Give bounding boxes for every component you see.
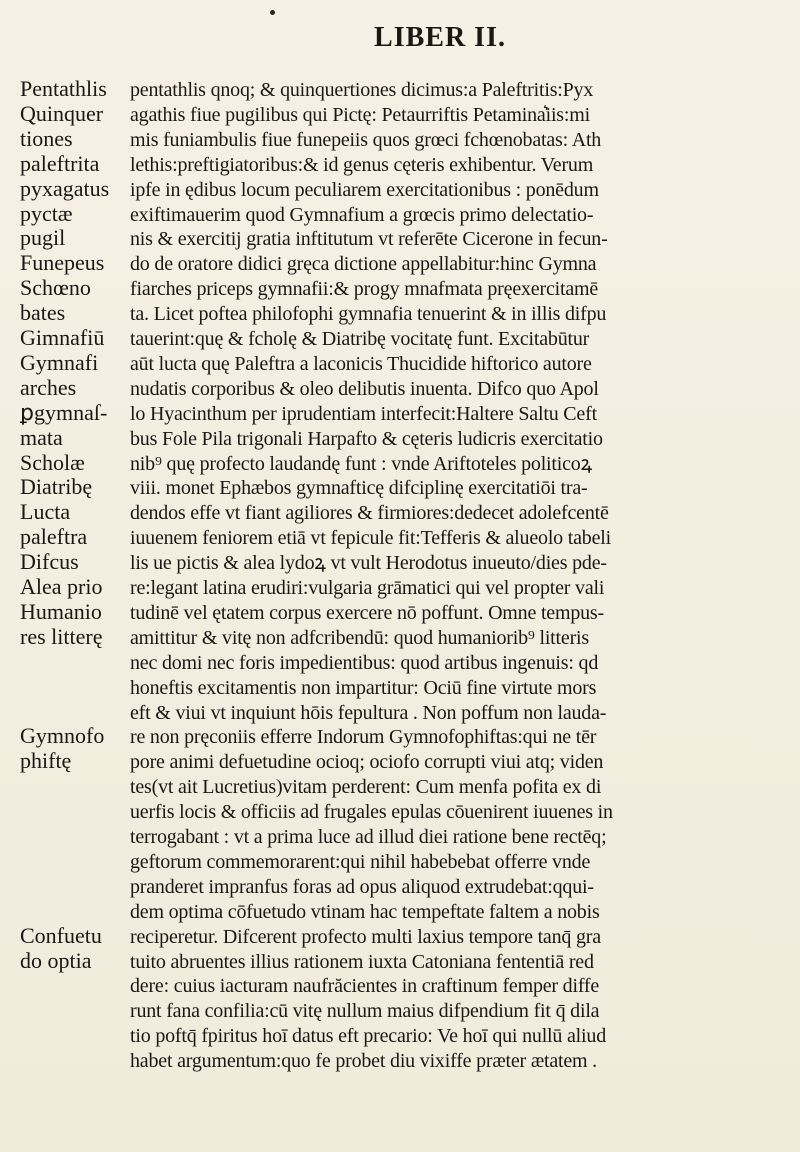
body-line: nudatis corporibus & oleo delibutis inuenta. Difco quo Apol (130, 377, 599, 400)
body-line: nis & exercitij gratia inftitutum vt referēte Cicerone in fecun- (130, 228, 608, 251)
marginal-note: Lucta (20, 499, 71, 525)
marginal-note: Funepeus (20, 250, 105, 276)
marginalia-column (20, 56, 132, 1136)
body-line: geftorum commemorarent:qui nihil habebebat offerre vnde (130, 850, 591, 873)
body-line: dere: cuius iacturam naufrăcientes in craftinum femper diffe (130, 975, 600, 998)
marginal-note: tiones (20, 125, 73, 151)
marginal-note: Pentathlis (20, 76, 107, 101)
marginal-note: paleftra (20, 524, 88, 550)
body-line: amittitur & vitę non adfcribendū: quod humaniorib⁹ litteris (130, 626, 589, 649)
marginal-note: Humanio (20, 598, 102, 624)
body-line: reciperetur. Difcerent profecto multi laxius tempore tanq̄ gra (130, 925, 601, 948)
body-line: aūt lucta quę Paleftra a laconicis Thucidide hiftorico autore (130, 352, 592, 375)
body-line: nec domi nec foris impedientibus: quod artibus ingenuis: qd (130, 651, 599, 674)
body-line: tuito abruentes illius rationem iuxta Catoniana fententiā red (130, 950, 594, 973)
body-line: fiarches priceps gymnafii:& progy mnafmata pręexercitamē (130, 278, 599, 301)
marginal-note: Difcus (20, 549, 79, 575)
body-line: lethis:preftigiatoribus:& id genus cęteris exhibentur. Verum (130, 153, 594, 176)
marginal-note: Diatribę (20, 474, 93, 500)
marginal-note: pugil (20, 225, 66, 251)
body-line: dendos effe vt fiant agiliores & firmiores:dedecet adolefcentē (130, 502, 609, 525)
body-line: habet argumentum:quo fe probet diu vixiffe præter ætatem . (130, 1050, 597, 1073)
marginal-note: mata (20, 424, 63, 450)
running-head: LIBER II. (374, 22, 506, 53)
marginal-note: Schœno (20, 275, 91, 301)
body-line: agathis fiue pugilibus qui Pictę: Petaurriftis Petamina͛iis:mi (130, 103, 590, 126)
body-line: terrogabant : vt a prima luce ad illud diei ratione bene rectēq; (130, 826, 607, 848)
marginal-note: Gymnafi (20, 349, 99, 375)
marginal-note: phiftę (20, 748, 72, 774)
marginal-note: pyctæ (20, 200, 73, 226)
body-line: exiftimauerim quod Gymnafium a grœcis primo delectatio- (130, 203, 594, 226)
marginal-note: arches (20, 374, 77, 400)
marginal-note: Alea prio (20, 574, 103, 599)
body-line: eft & viui vt inquiunt hōis fepultura . Non poffum non lauda- (130, 701, 607, 724)
body-line: tauerint:quę & fcholę & Diatribę vocitatę funt. Excitabūtur (130, 328, 590, 350)
marginal-note: Scholæ (20, 449, 85, 475)
body-line: viii. monet Ephæbos gymnafticę difciplinę exercitatiōi tra- (130, 477, 588, 500)
marginal-note: res litterę (20, 623, 103, 649)
body-line: pentathlis qnoq; & quinquertiones dicimus:a Paleftritis:Pyx (130, 79, 594, 101)
body-line: nib⁹ quę profecto laudandę funt : vnde Ariftoteles politicoꝝ (130, 452, 592, 475)
body-line: bus Fole Pila trigonali Harpafto & cęteris ludicris exercitatio (130, 427, 603, 450)
ink-dot (270, 10, 275, 15)
body-line: dem optima cōfuetudo vtinam hac tempeftate faltem a nobis (130, 900, 600, 923)
body-line: honeftis excitamentis non impartitur: Ociū fine virtute mors (130, 676, 597, 699)
body-line: tio poftq̄ fpiritus hoī datus eft precario: Ve hoī qui nullū aliud (130, 1025, 606, 1048)
body-line: re non pręconiis efferre Indorum Gymnofophiftas:qui ne tēr (130, 726, 597, 749)
body-line: lo Hyacinthum per iprudentiam interfecit:Haltere Saltu Ceft (130, 402, 597, 425)
marginal-note: Quinquer (20, 100, 104, 126)
marginal-note: do optia (20, 947, 92, 973)
marginal-note: Gimnafiū (20, 325, 105, 350)
body-line: runt fana confilia:cū vitę nullum maius difpendium fit q̄ dila (130, 1000, 600, 1023)
body-line: ipfe in ędibus locum peculiarem exercitationibus : ponēdum (130, 178, 599, 201)
marginal-note: paleftrita (20, 150, 100, 176)
body-line: pore animi defuetudine ocioq; ociofo corrupti viui atq; viden (130, 751, 604, 774)
body-line: re:legant latina erudiri:vulgaria grāmatici qui vel propter vali (130, 577, 605, 599)
marginal-note: Gymnofo (20, 723, 105, 749)
body-line: iuuenem feniorem etiā vt fepicule fit:Tefferis & alueolo tabeli (130, 527, 611, 550)
body-line: tudinē vel ętatem corpus exercere nō poffunt. Omne tempus- (130, 601, 604, 624)
body-line: do de oratore didici gręca dictione appellabitur:hinc Gymna (130, 253, 597, 276)
marginal-note: bates (20, 300, 66, 326)
body-line: ta. Licet poftea philofophi gymnafia tenuerint & in illis difpu (130, 303, 607, 326)
body-line: lis ue pictis & alea lydoꝝ vt vult Herodotus inueuto/dies pde- (130, 552, 607, 575)
marginal-note: Confuetu (20, 922, 102, 948)
body-line: mis funiambulis fiue funepeiis quos grœci fchœnobatas: Ath (130, 128, 602, 151)
marginal-note: pyxagatus (20, 175, 110, 201)
body-line: tes(vt ait Lucretius)vitam perderent: Cum menfa pofita ex di (130, 776, 602, 799)
marginal-note: ꝑgymnaſ- (20, 399, 108, 425)
body-line: uerfis locis & officiis ad frugales epulas cōuenirent iuuenes in (130, 801, 613, 824)
body-line: pranderet impranfus foras ad opus aliquod extrudebat:qqui- (130, 875, 594, 898)
